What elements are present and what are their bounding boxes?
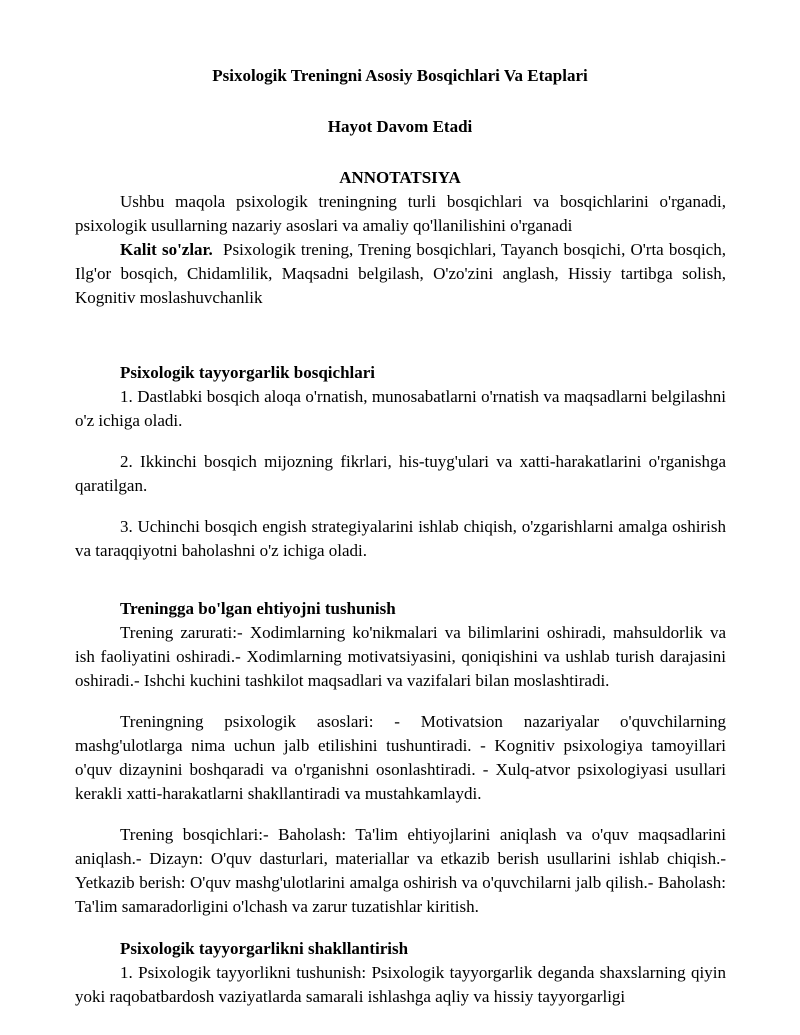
abstract-block [75, 190, 726, 310]
section-paragraph: Trening bosqichlari:- Baholash: Ta'lim ehtiyojlarini aniqlash va o'quv maqsadlarini aniqlash.- Dizayn: O'quv dasturlari, materiallar va etkazib berish usullarini ishlab chiqish.- Yetkazib berish: O'quv mashg'ulotlarini amalga oshirish va o'quvchilarni jalb qilish.- Baholash: Ta'lim samaradorligini o'lchash va zarur tuzatishlar kiritish. [75, 825, 726, 916]
section-paragraph: 1. Psixologik tayyorlikni tushunish: Psixologik tayyorgarlik deganda shaxslarning qiyin yoki raqobatbardosh vaziyatlarda samarali ishlashga aqliy va hissiy tayyorgarligi [75, 963, 726, 1006]
section-paragraph: 1. Dastlabki bosqich aloqa o'rnatish, munosabatlarni o'rnatish va maqsadlarni belgilashni o'z ichiga oladi. [75, 387, 726, 430]
section-paragraph: Treningning psixologik asoslari: - Motivatsion nazariyalar o'quvchilarning mashg'ulotlarga nima uchun jalb etilishini tushuntiradi. - Kognitiv psixologiya tamoyillari o'quv dizaynini boshqaradi va o'rganishni osonlashtiradi. - Xulq-atvor psixologiyasi usullari kerakli xatti-harakatlarni shakllantiradi va mustahkamlaydi. [75, 712, 726, 803]
document-title: Psixologik Treningni Asosiy Bosqichlari Va Etaplari [212, 66, 588, 85]
section-psixologik-tayyorgarlik-bosqichlari [75, 361, 726, 563]
section-paragraph: Trening zarurati:- Xodimlarning ko'nikmalari va bilimlarini oshiradi, mahsuldorlik va ish faoliyatini oshiradi.- Xodimlarning motivatsiyasini, qoniqishini va ushlab turish darajasini oshiradi.- Ishchi kuchini tashkilot maqsadlari va vazifalari bilan moslashtiradi. [75, 623, 726, 690]
abstract-heading: ANNOTATSIYA [339, 168, 461, 187]
section-psixologik-tayyorgarlikni-shakllantirish [75, 937, 726, 1009]
section-paragraph: 3. Uchinchi bosqich engish strategiyalarini ishlab chiqish, o'zgarishlarni amalga oshirish va taraqqiyotni baholashni o'z ichiga oladi. [75, 517, 726, 560]
keywords-label: Kalit so'zlar. [120, 240, 213, 259]
section-heading: Psixologik tayyorgarlik bosqichlari [120, 363, 376, 382]
section-treningga-ehtiyoj [75, 597, 726, 919]
keywords-paragraph [75, 238, 726, 310]
section-paragraph: 2. Ikkinchi bosqich mijozning fikrlari, his-tuyg'ulari va xatti-harakatlarini o'rganishga qaratilgan. [75, 452, 726, 495]
section-heading: Treningga bo'lgan ehtiyojni tushunish [120, 599, 396, 618]
abstract-paragraph: Ushbu maqola psixologik treningning turli bosqichlari va bosqichlarini o'rganadi, psixologik usullarning nazariy asoslari va amaliy qo'llanilishini o'rganadi [75, 192, 726, 235]
document-subtitle: Hayot Davom Etadi [327, 117, 473, 136]
keywords-text: Psixologik trening, Trening bosqichlari, Tayanch bosqichi, O'rta bosqich, Ilg'or bosqich, Chidamlilik, Maqsadni belgilash, O'zo'zini anglash, Hissiy tartibga solish, Kognitiv moslashuvchanlik [75, 240, 726, 307]
section-heading: Psixologik tayyorgarlikni shakllantirish [120, 939, 409, 958]
